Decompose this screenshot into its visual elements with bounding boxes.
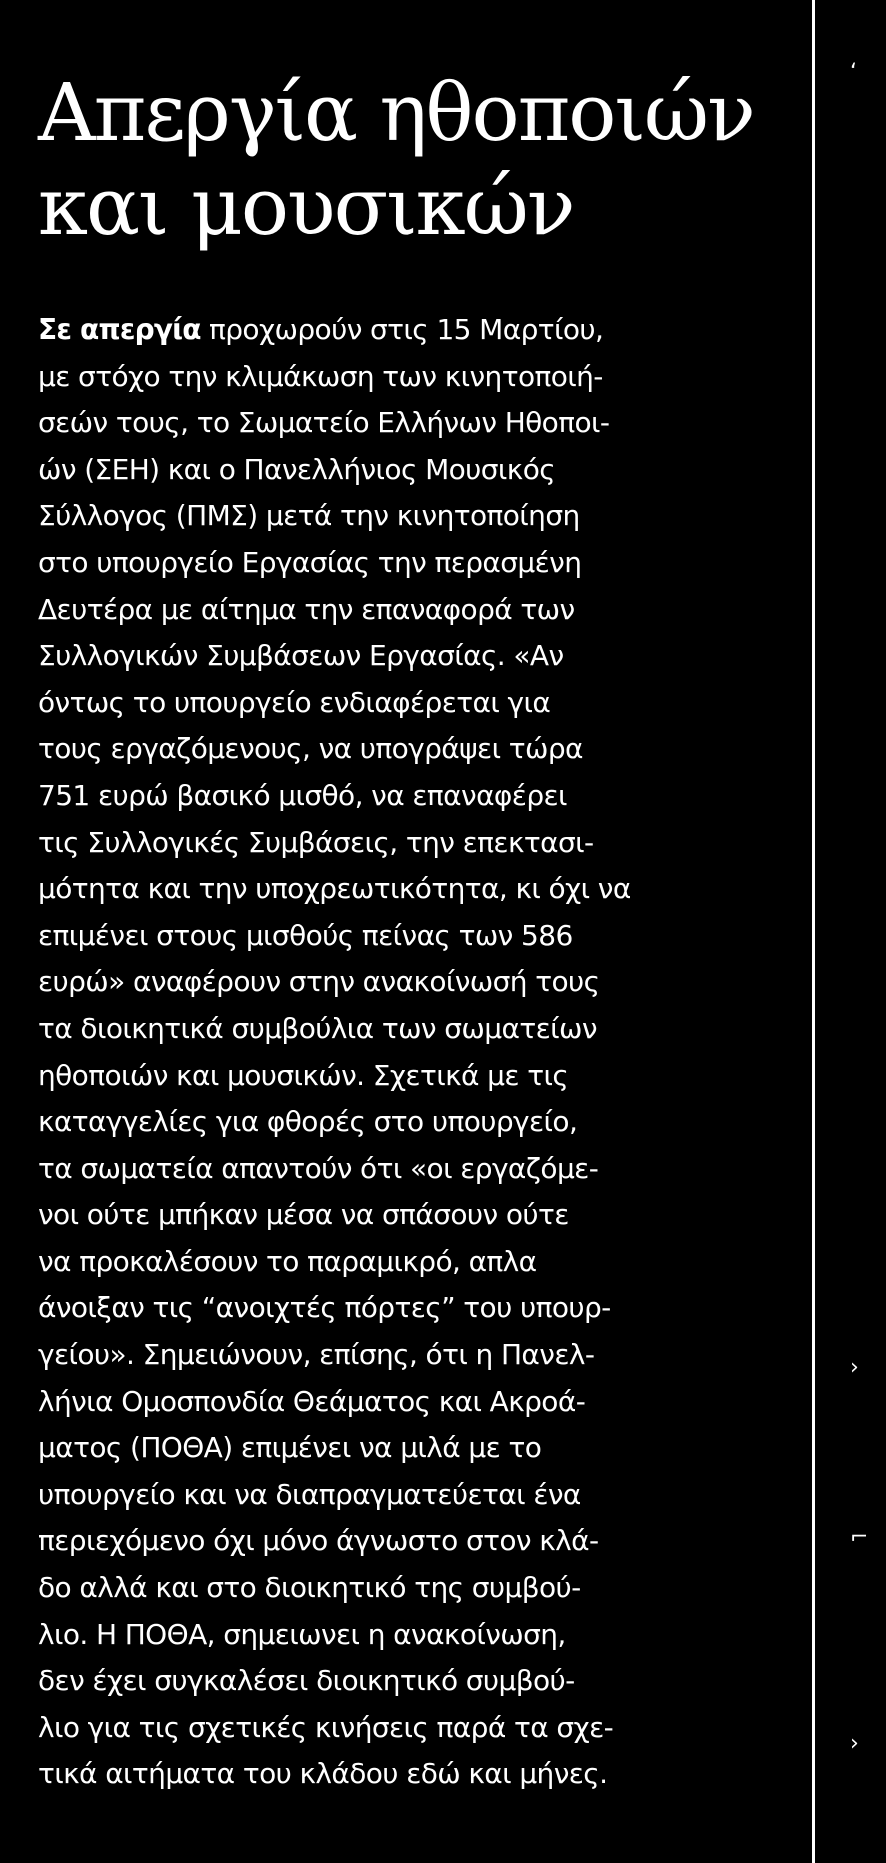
body-line: Δευτέρα με αίτημα την επαναφορά των [38, 592, 575, 626]
body-line: ματος (ΠΟΘΑ) επιμένει να μιλά με το [38, 1431, 542, 1465]
body-line: όντως το υπουργείο ενδιαφέρεται για [38, 685, 551, 719]
body-line: γείου». Σημειώνουν, επίσης, ότι η Πανελ- [38, 1338, 595, 1372]
body-line: ηθοποιών και μουσικών. Σχετικά με τις [38, 1058, 569, 1092]
body-line: τις Συλλογικές Συμβάσεις, την επεκτασι- [38, 825, 594, 859]
title-line: Απεργία ηθοποιών [38, 66, 754, 159]
body-line: 751 ευρώ βασικό μισθό, να επαναφέρει [38, 778, 567, 812]
body-line: με στόχο την κλιμάκωση των κινητοποιή- [38, 359, 603, 393]
margin-mark: › [850, 1355, 859, 1380]
body-line: τα διοικητικά συμβούλια των σωματείων [38, 1011, 597, 1045]
body-line: δεν έχει συγκαλέσει διοικητικό συμβού- [38, 1664, 575, 1698]
body-line: τα σωματεία απαντούν ότι «οι εργαζόμε- [38, 1151, 599, 1185]
article-title [38, 66, 808, 254]
body-line: ευρώ» αναφέρουν στην ανακοίνωσή τους [38, 965, 600, 999]
column-divider [812, 0, 815, 1863]
body-line: καταγγελίες για φθορές στο υπουργείο, [38, 1105, 578, 1139]
body-line: λιο. Η ΠΟΘΑ, σημειωνει η ανακοίνωση, [38, 1617, 566, 1651]
body-line: περιεχόμενο όχι μόνο άγνωστο στον κλά- [38, 1524, 599, 1558]
body-line: μότητα και την υποχρεωτικότητα, κι όχι να [38, 872, 631, 906]
body-line: λιο για τις σχετικές κινήσεις παρά τα σχε- [38, 1710, 614, 1744]
body-line: επιμένει στους μισθούς πείνας των 586 [38, 918, 573, 952]
body-line: ών (ΣΕΗ) και ο Πανελλήνιος Μουσικός [38, 452, 556, 486]
body-line: άνοιξαν τις “ανοιχτές πόρτες” του υπουρ- [38, 1291, 611, 1325]
body-line: Συλλογικών Συμβάσεων Εργασίας. «Αν [38, 639, 564, 673]
margin-mark: › [850, 1731, 859, 1756]
body-line-text: προχωρούν στις 15 Μαρτίου, [200, 313, 604, 346]
title-line: και μουσικών [38, 160, 574, 253]
lead-in: Σε απεργία [38, 313, 201, 346]
margin-mark: ⌐ [850, 1525, 869, 1550]
body-line: Σύλλογος (ΠΜΣ) μετά την κινητοποίηση [38, 499, 580, 533]
article-body [38, 307, 808, 1798]
body-line: λήνια Ομοσπονδία Θεάματος και Ακροά- [38, 1384, 586, 1418]
body-line: τικά αιτήματα του κλάδου εδώ και μήνες. [38, 1757, 608, 1791]
body-line: να προκαλέσουν το παραμικρό, απλα [38, 1244, 537, 1278]
body-line: σεών τους, το Σωματείο Ελλήνων Ηθοποι- [38, 406, 610, 440]
body-line: υπουργείο και να διαπραγματεύεται ένα [38, 1477, 581, 1511]
body-line [38, 307, 808, 354]
body-line: νοι ούτε μπήκαν μέσα να σπάσουν ούτε [38, 1198, 569, 1232]
body-line: τους εργαζόμενους, να υπογράψει τώρα [38, 732, 583, 766]
body-line: στο υπουργείο Εργασίας την περασμένη [38, 545, 582, 579]
body-line: δο αλλά και στο διοικητικό της συμβού- [38, 1571, 581, 1605]
margin-mark: ‘ [850, 60, 857, 85]
